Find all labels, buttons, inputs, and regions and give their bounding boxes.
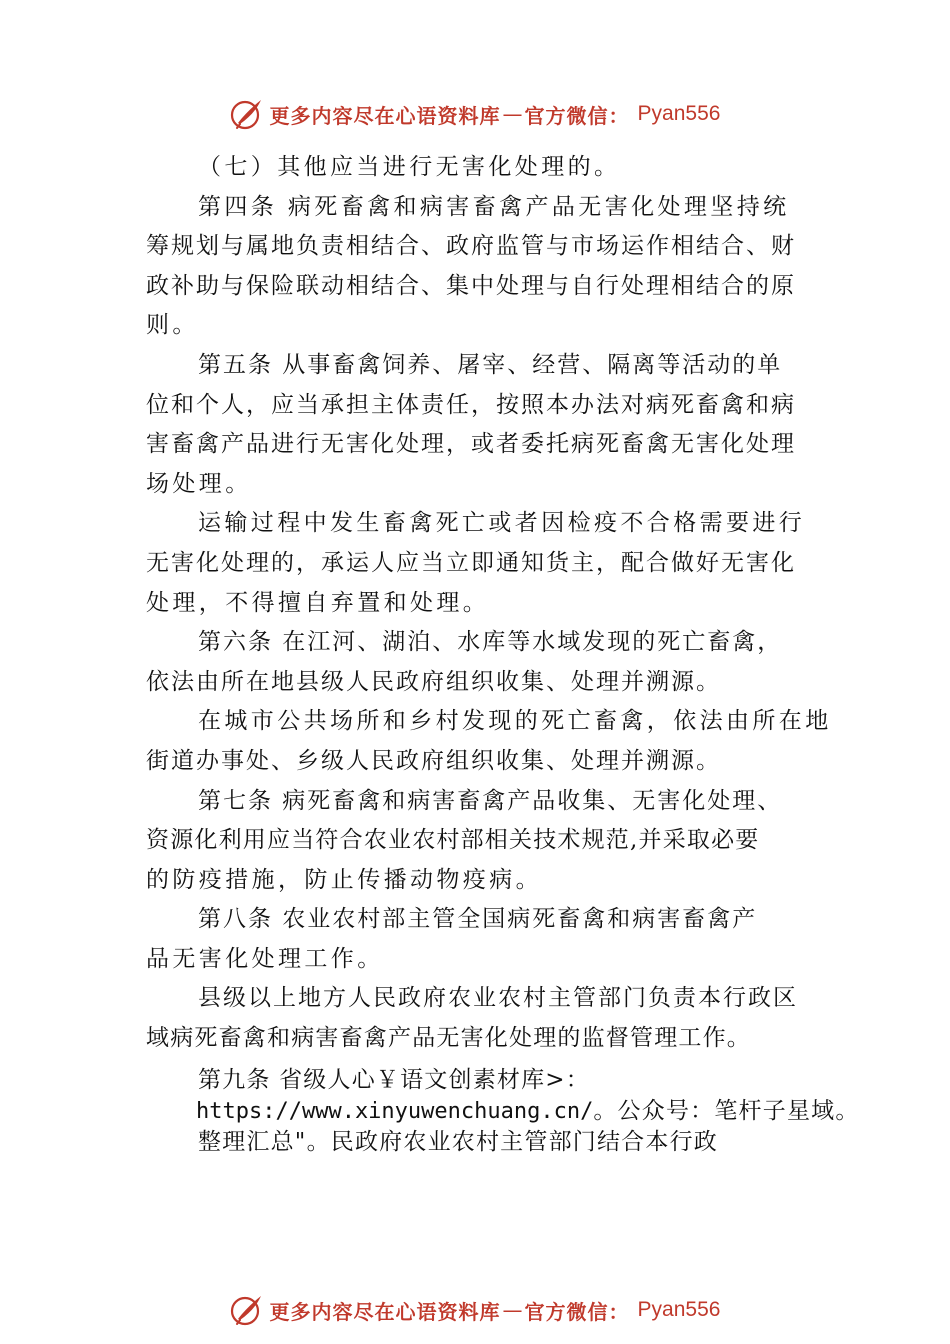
body-line: 第七条 病死畜禽和病害畜禽产品收集、无害化处理、 — [198, 787, 783, 814]
tail-url-link[interactable]: https://www.xinyuwenchuang.cn/ — [196, 1098, 594, 1124]
body-line: 政补助与保险联动相结合、集中处理与自行处理相结合的原 — [146, 272, 796, 299]
body-line: 第四条 病死畜禽和病害畜禽产品无害化处理坚持统 — [198, 193, 790, 220]
body-line: 第六条 在江河、湖泊、水库等水域发现的死亡畜禽， — [198, 629, 783, 656]
body-tail-line — [146, 1065, 811, 1096]
footer-wechat-id: Pyan556 — [637, 1298, 721, 1321]
body-line: 害畜禽产品进行无害化处理，或者委托病死畜禽无害化处理 — [146, 431, 796, 458]
body-line: 品无害化处理工作。 — [146, 945, 384, 972]
body-line: 场处理。 — [146, 470, 252, 497]
footer-wechat-label: 官方微信： — [524, 1299, 630, 1324]
footer-brand-text: 更多内容尽在心语资料库 — [269, 1299, 501, 1324]
header-banner — [0, 94, 950, 134]
quill-pen-logo-icon — [230, 97, 264, 131]
body-line: 县级以上地方人民政府农业农村主管部门负责本行政区 — [198, 985, 798, 1012]
body-line: 的防疫措施，防止传播动物疫病。 — [146, 866, 542, 893]
quill-pen-logo-icon — [230, 1293, 264, 1327]
body-line: 资源化利用应当符合农业农村部相关技术规范,并采取必要 — [146, 827, 760, 854]
header-brand-text: 更多内容尽在心语资料库 — [269, 103, 501, 128]
body-line: 在城市公共场所和乡村发现的死亡畜禽，依法由所在地 — [198, 708, 832, 735]
tail-closing: 整理汇总"。民政府农业农村主管部门结合本行政 — [198, 1128, 718, 1155]
body-line: 运输过程中发生畜禽死亡或者因检疫不合格需要进行 — [198, 510, 806, 537]
body-line: 街道办事处、乡级人民政府组织收集、处理并溯源。 — [146, 747, 721, 774]
body-line: 处理，不得擅自弃置和处理。 — [146, 589, 490, 616]
footer-banner — [0, 1290, 950, 1330]
tail-article-nine: 第九条 省级人心￥语文创素材库>： — [198, 1066, 590, 1093]
body-line: 无害化处理的，承运人应当立即通知货主，配合做好无害化 — [146, 549, 796, 576]
header-dash: — — [502, 102, 523, 126]
body-line: 第五条 从事畜禽饲养、屠宰、经营、隔离等活动的单 — [198, 351, 783, 378]
body-tail-line — [146, 1127, 811, 1158]
tail-wechat-account: 。公众号：笔杆子星域。 — [593, 1097, 860, 1124]
body-line: 第八条 农业农村部主管全国病死畜禽和病害畜禽产 — [198, 906, 758, 933]
body-line: 位和个人，应当承担主体责任，按照本办法对病死畜禽和病 — [146, 391, 796, 418]
body-line: 筹规划与属地负责相结合、政府监管与市场运作相结合、财 — [146, 233, 796, 260]
document-body — [146, 148, 860, 1158]
header-wechat-label: 官方微信： — [524, 103, 630, 128]
body-line: 依法由所在地县级人民政府组织收集、处理并溯源。 — [146, 668, 721, 695]
body-tail-line — [146, 1096, 860, 1127]
footer-dash: — — [502, 1298, 523, 1322]
header-wechat-id: Pyan556 — [637, 102, 721, 125]
body-line: 则。 — [146, 312, 199, 339]
body-line: （七）其他应当进行无害化处理的。 — [198, 154, 621, 180]
body-line: 域病死畜禽和病害畜禽产品无害化处理的监督管理工作。 — [146, 1025, 751, 1052]
